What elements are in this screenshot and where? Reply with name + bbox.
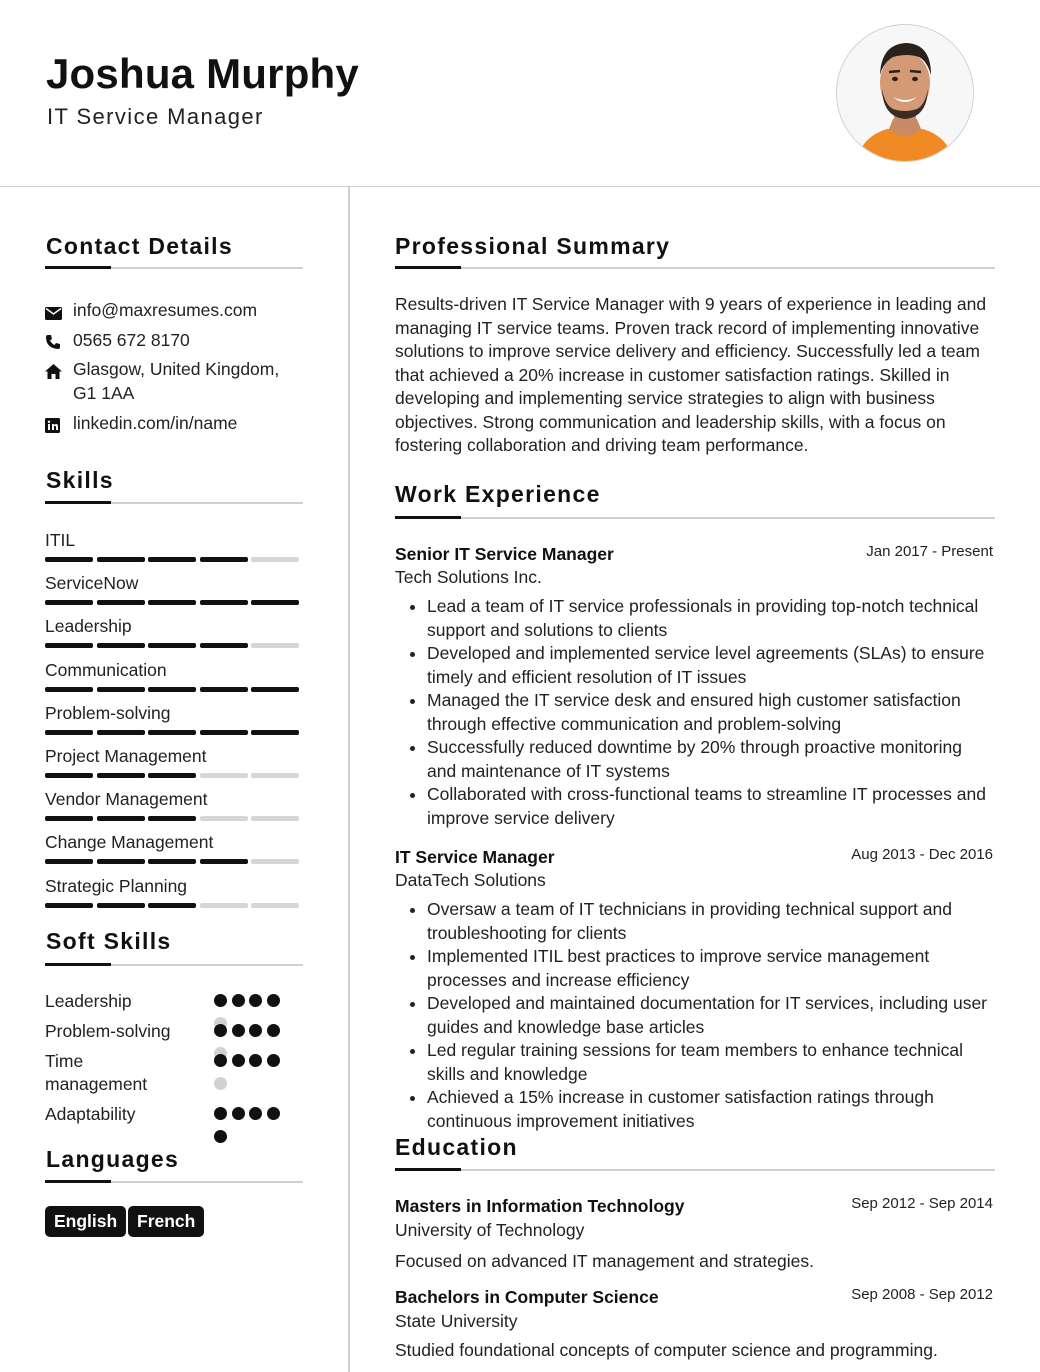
skill-level-segment: [148, 600, 196, 605]
skill-level-bar: [45, 773, 303, 779]
experience-accent: [395, 516, 461, 519]
skill-level-bar: [45, 643, 303, 649]
soft-skill-name: Problem-solving: [45, 1021, 171, 1041]
skill-level-segment: [200, 687, 248, 692]
job-bullet: • Managed the IT service desk and ensured high customer satisfaction through effective communication and problem-solving: [427, 689, 995, 736]
skill-level-segment: [97, 600, 145, 605]
resume-header: [0, 0, 1040, 187]
soft-skills-accent: [45, 963, 111, 966]
skill-level-segment: [97, 773, 145, 778]
skill-level-segment: [97, 730, 145, 735]
skill-level-segment: [200, 600, 248, 605]
soft-skill-dot: [249, 1107, 262, 1120]
skill-name: Change Management: [45, 832, 214, 852]
skill-level-segment: [148, 643, 196, 648]
skill-name: Strategic Planning: [45, 876, 188, 896]
job-dates: Aug 2013 - Dec 2016: [851, 846, 993, 863]
skill-name: Communication: [45, 660, 167, 680]
experience-heading: Work Experience: [395, 481, 601, 507]
skill-level-bar: [45, 903, 303, 909]
skills-accent: [45, 501, 111, 504]
skill-level-segment: [45, 730, 93, 735]
skill-level-segment: [45, 773, 93, 778]
skill-level-bar: [45, 859, 303, 865]
skill-level-segment: [45, 643, 93, 648]
soft-skill-dot: [214, 994, 227, 1007]
job-dates: Jan 2017 - Present: [866, 543, 993, 560]
skill-level-segment: [45, 557, 93, 562]
skill-name: Project Management: [45, 746, 207, 766]
education-heading: Education: [395, 1134, 518, 1160]
skill-level-bar: [45, 687, 303, 693]
skill-level-segment: [97, 687, 145, 692]
experience-rule: [395, 517, 995, 519]
linkedin-icon: [45, 415, 63, 431]
degree-description: Focused on advanced IT management and strategies.: [395, 1251, 814, 1271]
skill-level-segment: [251, 643, 299, 648]
summary-accent: [395, 266, 461, 269]
skill-level-segment: [200, 773, 248, 778]
degree-description: Studied foundational concepts of computer science and programming.: [395, 1340, 938, 1360]
skill-name: ITIL: [45, 530, 76, 550]
skill-level-segment: [45, 687, 93, 692]
skill-level-segment: [251, 816, 299, 821]
phone-icon: [45, 332, 63, 348]
job-bullet: • Developed and maintained documentation for IT services, including user guides and knowledge base articles: [427, 992, 995, 1039]
skill-level-segment: [97, 903, 145, 908]
soft-skill-name: Leadership: [45, 991, 132, 1011]
skill-level-segment: [200, 903, 248, 908]
skill-level-segment: [97, 557, 145, 562]
job-bullet: • Developed and implemented service level agreements (SLAs) to ensure timely and efficient resolution of IT issues: [427, 642, 995, 689]
envelope-icon: [45, 302, 63, 318]
soft-skill-dot: [232, 1107, 245, 1120]
skill-level-segment: [251, 600, 299, 605]
skill-level-segment: [200, 730, 248, 735]
skill-level-bar: [45, 730, 303, 736]
soft-skill-dot: [214, 1024, 227, 1037]
job-bullets: [395, 595, 995, 830]
profile-photo: [836, 24, 974, 162]
skill-level-bar: [45, 600, 303, 606]
soft-skill-name: Adaptability: [45, 1104, 136, 1124]
skills-heading: Skills: [46, 467, 114, 493]
skill-level-segment: [251, 730, 299, 735]
soft-skill-dot: [267, 1107, 280, 1120]
language-badge: English: [45, 1206, 126, 1237]
summary-heading: Professional Summary: [395, 233, 671, 259]
job-bullet: • Collaborated with cross-functional teams to streamline IT processes and improve service delivery: [427, 783, 995, 830]
skill-level-segment: [148, 730, 196, 735]
skill-level-segment: [148, 687, 196, 692]
soft-skill-dot: [214, 1130, 227, 1143]
skill-name: Problem-solving: [45, 703, 171, 723]
job-title: Senior IT Service Manager: [395, 544, 614, 564]
skill-level-segment: [200, 557, 248, 562]
phone-text: 0565 672 8170: [73, 330, 190, 350]
skill-level-segment: [148, 859, 196, 864]
soft-skill-dot: [232, 994, 245, 1007]
soft-skill-dot: [232, 1024, 245, 1037]
soft-skill-dot: [214, 1077, 227, 1090]
soft-skills-heading: Soft Skills: [46, 928, 172, 954]
contact-linkedin: [45, 411, 325, 435]
soft-skill-dot: [267, 1024, 280, 1037]
contact-accent: [45, 266, 111, 269]
skill-level-segment: [200, 859, 248, 864]
soft-skill-name: Time management: [45, 1051, 148, 1094]
skill-level-segment: [97, 816, 145, 821]
contact-address: [45, 357, 325, 405]
skill-level-segment: [45, 859, 93, 864]
languages-heading: Languages: [46, 1146, 180, 1172]
degree-title: Masters in Information Technology: [395, 1196, 685, 1216]
skill-level-segment: [45, 600, 93, 605]
job-bullet: • Achieved a 15% increase in customer satisfaction ratings through continuous improvement initiatives: [427, 1086, 995, 1133]
email-text: info@maxresumes.com: [73, 300, 258, 320]
skill-level-segment: [97, 643, 145, 648]
skill-level-segment: [251, 557, 299, 562]
skill-level-segment: [251, 687, 299, 692]
skill-level-segment: [148, 816, 196, 821]
education-accent: [395, 1168, 461, 1171]
skill-name: Vendor Management: [45, 789, 208, 809]
job-bullet: • Led regular training sessions for team members to enhance technical skills and knowledge: [427, 1039, 995, 1086]
skill-level-segment: [148, 557, 196, 562]
degree-dates: Sep 2012 - Sep 2014: [851, 1195, 993, 1212]
soft-skill-dot: [267, 1054, 280, 1067]
address-line2: G1 1AA: [73, 383, 135, 403]
languages-accent: [45, 1180, 111, 1183]
job-bullet: • Oversaw a team of IT technicians in providing technical support and troubleshooting for clients: [427, 898, 995, 945]
skill-name: ServiceNow: [45, 573, 139, 593]
soft-skill-dot: [214, 1107, 227, 1120]
job-company: DataTech Solutions: [395, 870, 546, 890]
home-icon: [45, 361, 63, 377]
soft-skill-dot: [232, 1054, 245, 1067]
job-bullet: • Implemented ITIL best practices to improve service management processes and increase efficiency: [427, 945, 995, 992]
contact-phone: [45, 328, 325, 352]
soft-skill-dot: [267, 994, 280, 1007]
linkedin-text[interactable]: linkedin.com/in/name: [73, 413, 238, 433]
skill-level-segment: [251, 903, 299, 908]
job-bullets: [395, 898, 995, 1133]
degree-dates: Sep 2008 - Sep 2012: [851, 1286, 993, 1303]
column-divider: [348, 186, 350, 1372]
job-bullet: • Lead a team of IT service professionals in providing top-notch technical support and solutions to clients: [427, 595, 995, 642]
education-rule: [395, 1169, 995, 1171]
skill-level-segment: [251, 859, 299, 864]
school-name: State University: [395, 1311, 518, 1331]
skill-name: Leadership: [45, 616, 132, 636]
contact-email: [45, 298, 325, 322]
skill-level-segment: [148, 773, 196, 778]
degree-title: Bachelors in Computer Science: [395, 1287, 659, 1307]
soft-skill-dot: [249, 1054, 262, 1067]
soft-skill-dot: [214, 1054, 227, 1067]
language-badge: French: [128, 1206, 204, 1237]
summary-text: Results-driven IT Service Manager with 9 years of experience in leading and managing IT service teams. Proven track record of implementing innovative solutions to improve service delivery and efficiency. Successfully led a team that achieved a 20% increase in customer satisfaction ratings. Skilled in developing and implementing service strategies to align with business objectives. Strong communication and leadership skills, with a focus on fostering collaboration and driving team performance.: [395, 294, 987, 455]
candidate-name: Joshua Murphy: [46, 50, 359, 97]
skill-level-segment: [251, 773, 299, 778]
soft-skill-dot: [249, 994, 262, 1007]
summary-rule: [395, 267, 995, 269]
soft-skill-dot: [249, 1024, 262, 1037]
skill-level-segment: [200, 816, 248, 821]
skill-level-bar: [45, 557, 303, 563]
job-company: Tech Solutions Inc.: [395, 567, 542, 587]
skill-level-bar: [45, 816, 303, 822]
job-bullet: • Successfully reduced downtime by 20% through proactive monitoring and maintenance of IT systems: [427, 736, 995, 783]
address-line1: Glasgow, United Kingdom,: [73, 359, 280, 379]
skill-level-segment: [148, 903, 196, 908]
skill-level-segment: [45, 816, 93, 821]
contact-heading: Contact Details: [46, 233, 233, 259]
skill-level-segment: [97, 859, 145, 864]
job-title: IT Service Manager: [395, 847, 555, 867]
school-name: University of Technology: [395, 1220, 585, 1240]
candidate-title: IT Service Manager: [47, 104, 264, 129]
skill-level-segment: [45, 903, 93, 908]
skill-level-segment: [200, 643, 248, 648]
